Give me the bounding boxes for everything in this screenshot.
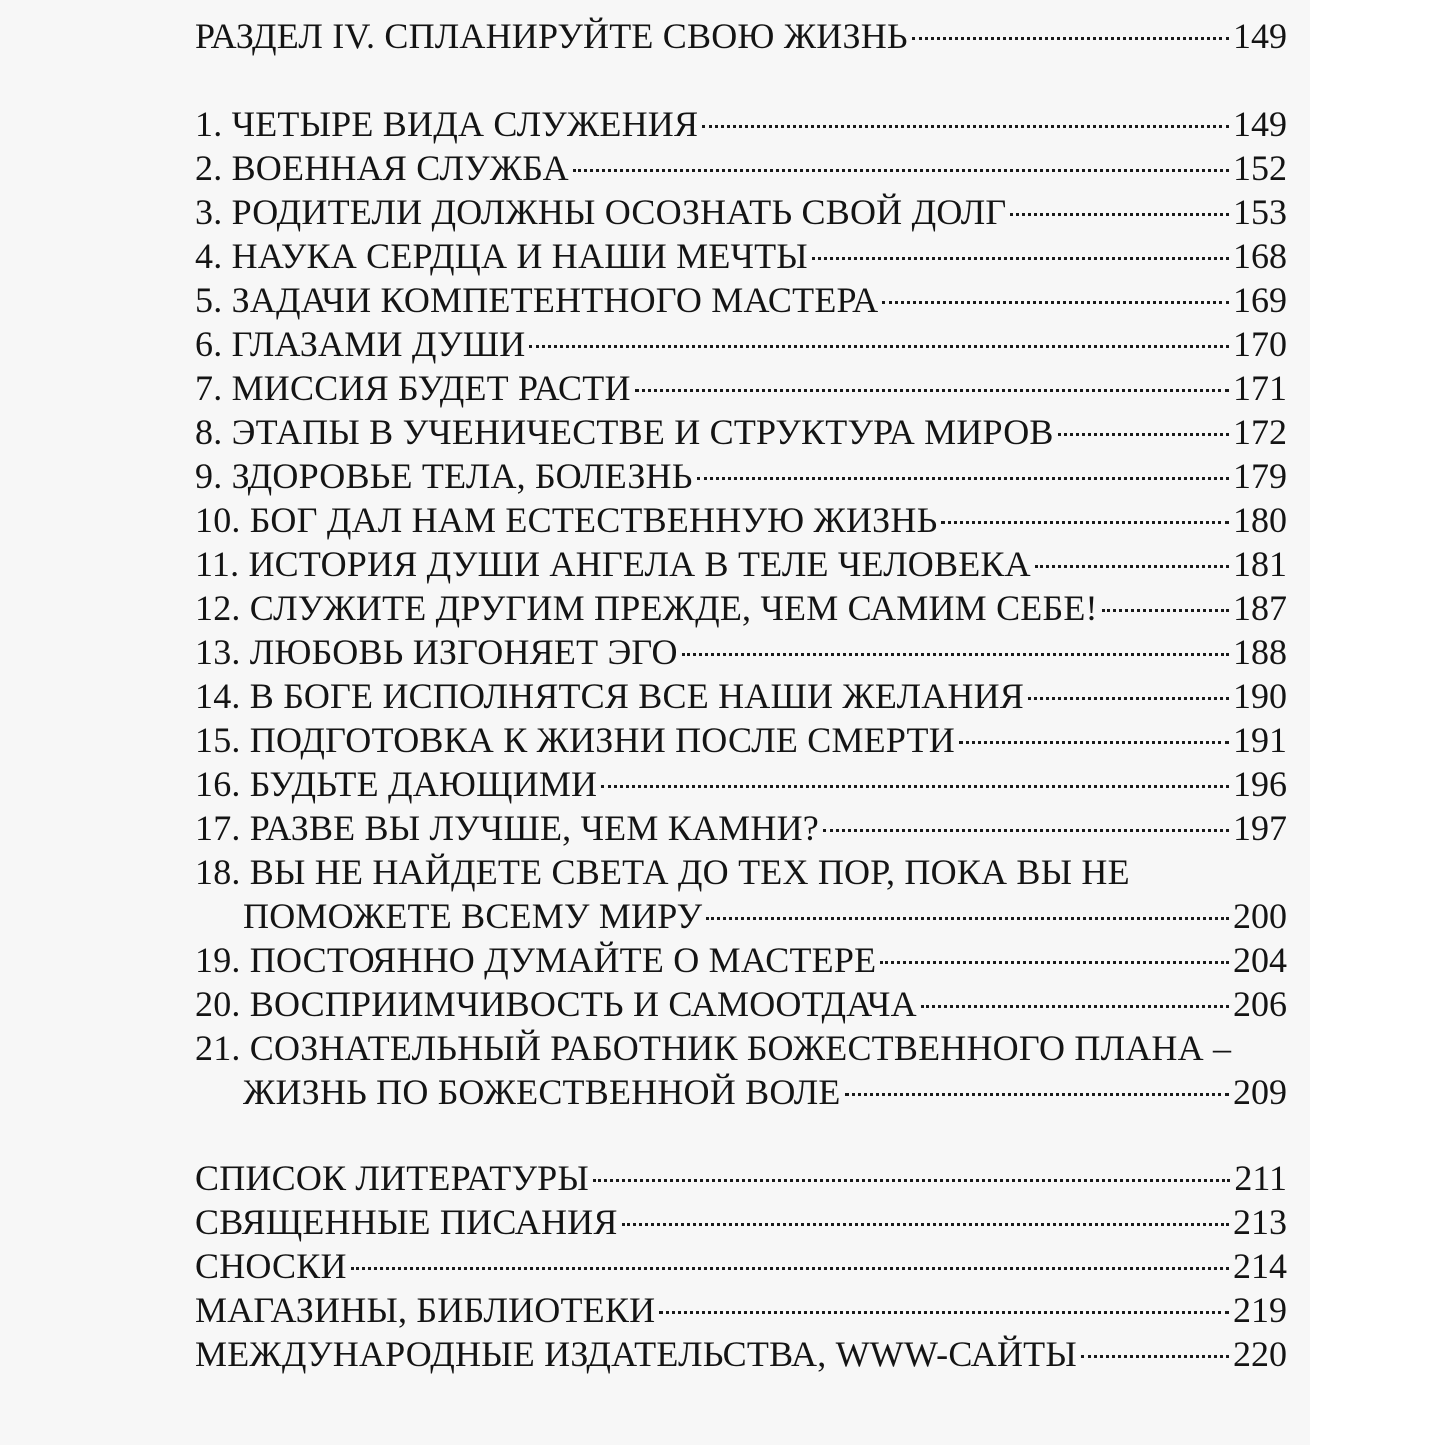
appendix-entry-page: 214 xyxy=(1233,1246,1287,1286)
toc-entry xyxy=(195,322,1287,366)
toc-entry-continuation xyxy=(195,894,1287,938)
dot-leader xyxy=(921,1005,1229,1008)
toc-entry xyxy=(195,938,1287,982)
section-page-number: 149 xyxy=(1233,16,1287,56)
dot-leader xyxy=(601,785,1229,788)
toc-entry-page: 200 xyxy=(1233,896,1287,936)
toc-entry-title: 20. ВОСПРИИМЧИВОСТЬ И САМООТДАЧА xyxy=(195,984,917,1024)
toc-entry xyxy=(195,454,1287,498)
appendix-entry-title: СНОСКИ xyxy=(195,1246,347,1286)
table-of-contents xyxy=(195,14,1287,1376)
dot-leader xyxy=(682,653,1229,656)
toc-entry-title: 13. ЛЮБОВЬ ИЗГОНЯЕТ ЭГО xyxy=(195,632,678,672)
toc-entry-title: 8. ЭТАПЫ В УЧЕНИЧЕСТВЕ И СТРУКТУРА МИРОВ xyxy=(195,412,1054,452)
dot-leader xyxy=(1010,213,1229,216)
toc-entry-page: 190 xyxy=(1233,676,1287,716)
toc-entry-page: 188 xyxy=(1233,632,1287,672)
dot-leader xyxy=(659,1311,1229,1314)
appendix-entry-title: СВЯЩЕННЫЕ ПИСАНИЯ xyxy=(195,1202,618,1242)
toc-entry-page: 172 xyxy=(1233,412,1287,452)
dot-leader xyxy=(1102,609,1229,612)
toc-entry-page: 168 xyxy=(1233,236,1287,276)
toc-entry-title-continuation: ЖИЗНЬ ПО БОЖЕСТВЕННОЙ ВОЛЕ xyxy=(243,1072,841,1112)
toc-entry-page: 149 xyxy=(1233,104,1287,144)
toc-entry-title: 21. СОЗНАТЕЛЬНЫЙ РАБОТНИК БОЖЕСТВЕННОГО ПЛАНА – xyxy=(195,1028,1232,1068)
toc-entry-page: 153 xyxy=(1233,192,1287,232)
toc-entry-page: 181 xyxy=(1233,544,1287,584)
appendix-entry-title: МАГАЗИНЫ, БИБЛИОТЕКИ xyxy=(195,1290,656,1330)
dot-leader xyxy=(941,521,1229,524)
dot-leader xyxy=(622,1223,1229,1226)
toc-entry-title: 6. ГЛАЗАМИ ДУШИ xyxy=(195,324,526,364)
toc-entry-title: 19. ПОСТОЯННО ДУМАЙТЕ О МАСТЕРЕ xyxy=(195,940,877,980)
toc-entry-page: 179 xyxy=(1233,456,1287,496)
toc-entry-title: 12. СЛУЖИТЕ ДРУГИМ ПРЕЖДЕ, ЧЕМ САМИМ СЕБЕ! xyxy=(195,588,1098,628)
toc-entry xyxy=(195,586,1287,630)
toc-entry xyxy=(195,278,1287,322)
toc-entry-first-line xyxy=(195,850,1287,894)
toc-entry xyxy=(195,762,1287,806)
dot-leader xyxy=(702,125,1229,128)
toc-entry-page: 191 xyxy=(1233,720,1287,760)
toc-entry-title: 15. ПОДГОТОВКА К ЖИЗНИ ПОСЛЕ СМЕРТИ xyxy=(195,720,955,760)
dot-leader xyxy=(593,1179,1230,1182)
toc-entry-page: 206 xyxy=(1233,984,1287,1024)
toc-entry-title: 10. БОГ ДАЛ НАМ ЕСТЕСТВЕННУЮ ЖИЗНЬ xyxy=(195,500,938,540)
dot-leader xyxy=(706,917,1229,920)
dot-leader xyxy=(529,345,1229,348)
toc-entry-page: 170 xyxy=(1233,324,1287,364)
toc-entry-title: 14. В БОГЕ ИСПОЛНЯТСЯ ВСЕ НАШИ ЖЕЛАНИЯ xyxy=(195,676,1025,716)
toc-entry xyxy=(195,674,1287,718)
toc-entry-title-continuation: ПОМОЖЕТЕ ВСЕМУ МИРУ xyxy=(243,896,703,936)
dot-leader xyxy=(1081,1355,1229,1358)
dot-leader xyxy=(1035,565,1229,568)
spacer xyxy=(195,58,1287,102)
toc-entry xyxy=(195,366,1287,410)
toc-entry xyxy=(195,410,1287,454)
toc-entry-title: 1. ЧЕТЫРЕ ВИДА СЛУЖЕНИЯ xyxy=(195,104,699,144)
toc-entry xyxy=(195,102,1287,146)
toc-entry xyxy=(195,542,1287,586)
toc-entry xyxy=(195,146,1287,190)
toc-entry-page: 171 xyxy=(1233,368,1287,408)
dot-leader xyxy=(823,829,1229,832)
dot-leader xyxy=(573,169,1229,172)
toc-entry xyxy=(195,982,1287,1026)
toc-entry-continuation xyxy=(195,1070,1287,1114)
toc-entry-page: 152 xyxy=(1233,148,1287,188)
appendix-entry xyxy=(195,1332,1287,1376)
appendix-entry xyxy=(195,1288,1287,1332)
toc-entry-page: 196 xyxy=(1233,764,1287,804)
toc-entry-title: 17. РАЗВЕ ВЫ ЛУЧШЕ, ЧЕМ КАМНИ? xyxy=(195,808,819,848)
toc-entry xyxy=(195,498,1287,542)
toc-entry-page: 204 xyxy=(1233,940,1287,980)
toc-entry-first-line xyxy=(195,1026,1287,1070)
dot-leader xyxy=(845,1093,1229,1096)
appendix-entry xyxy=(195,1156,1287,1200)
toc-entry-page: 169 xyxy=(1233,280,1287,320)
toc-entry-title: 9. ЗДОРОВЬЕ ТЕЛА, БОЛЕЗНЬ xyxy=(195,456,693,496)
appendix-entry-page: 219 xyxy=(1233,1290,1287,1330)
toc-entry-page: 197 xyxy=(1233,808,1287,848)
dot-leader xyxy=(812,257,1229,260)
toc-entry-title: 5. ЗАДАЧИ КОМПЕТЕНТНОГО МАСТЕРА xyxy=(195,280,879,320)
toc-entry-page: 209 xyxy=(1233,1072,1287,1112)
spacer xyxy=(195,1114,1287,1156)
appendix-entry-page: 220 xyxy=(1233,1334,1287,1374)
dot-leader xyxy=(697,477,1229,480)
toc-entry-title: 4. НАУКА СЕРДЦА И НАШИ МЕЧТЫ xyxy=(195,236,808,276)
appendix-entry-title: МЕЖДУНАРОДНЫЕ ИЗДАТЕЛЬСТВА, WWW-САЙТЫ xyxy=(195,1334,1077,1374)
dot-leader xyxy=(1058,433,1229,436)
dot-leader xyxy=(959,741,1229,744)
appendix-entry-page: 211 xyxy=(1234,1158,1287,1198)
page-margin xyxy=(1310,0,1445,1445)
dot-leader xyxy=(880,961,1229,964)
toc-entry-title: 3. РОДИТЕЛИ ДОЛЖНЫ ОСОЗНАТЬ СВОЙ ДОЛГ xyxy=(195,192,1007,232)
toc-entry xyxy=(195,234,1287,278)
appendix-entry xyxy=(195,1244,1287,1288)
toc-entry-page: 180 xyxy=(1233,500,1287,540)
section-heading xyxy=(195,14,1287,58)
dot-leader xyxy=(882,301,1229,304)
appendix-entry xyxy=(195,1200,1287,1244)
section-title: РАЗДЕЛ IV. СПЛАНИРУЙТЕ СВОЮ ЖИЗНЬ xyxy=(195,16,908,56)
toc-entry xyxy=(195,630,1287,674)
toc-entry-title: 18. ВЫ НЕ НАЙДЕТЕ СВЕТА ДО ТЕХ ПОР, ПОКА ВЫ НЕ xyxy=(195,852,1130,892)
dot-leader xyxy=(912,37,1229,40)
appendix-entry-page: 213 xyxy=(1233,1202,1287,1242)
toc-entry xyxy=(195,718,1287,762)
toc-entry-page: 187 xyxy=(1233,588,1287,628)
dot-leader xyxy=(635,389,1229,392)
toc-entry xyxy=(195,190,1287,234)
toc-entry-title: 16. БУДЬТЕ ДАЮЩИМИ xyxy=(195,764,598,804)
dot-leader xyxy=(351,1267,1229,1270)
appendix-entry-title: СПИСОК ЛИТЕРАТУРЫ xyxy=(195,1158,589,1198)
toc-entry-title: 7. МИССИЯ БУДЕТ РАСТИ xyxy=(195,368,631,408)
toc-entry xyxy=(195,806,1287,850)
dot-leader xyxy=(1028,697,1229,700)
toc-entry-title: 2. ВОЕННАЯ СЛУЖБА xyxy=(195,148,569,188)
toc-entry-title: 11. ИСТОРИЯ ДУШИ АНГЕЛА В ТЕЛЕ ЧЕЛОВЕКА xyxy=(195,544,1031,584)
